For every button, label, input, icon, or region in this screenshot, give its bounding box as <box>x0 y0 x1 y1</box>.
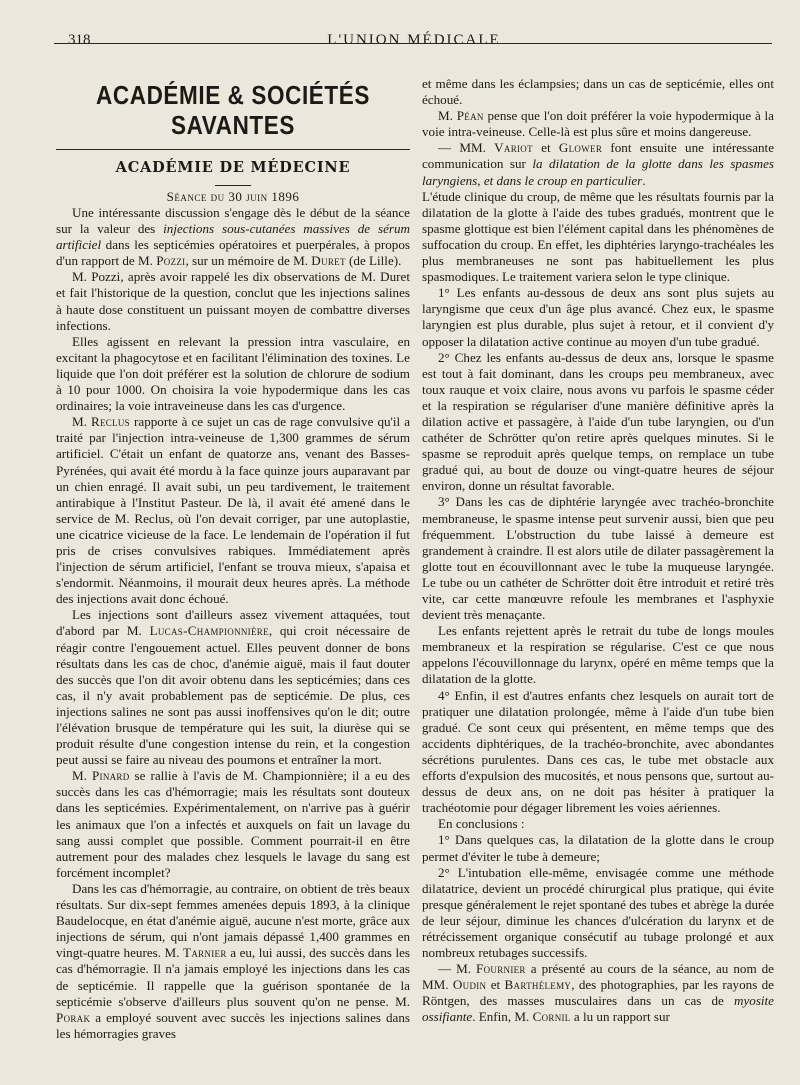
right-column <box>422 76 774 1026</box>
section-title: ACADÉMIE & SOCIÉTÉS SAVANTES <box>96 81 370 140</box>
paragraph-point-2: 2° Chez les enfants au-dessus de deux ans, lorsque le spasme est tout à fait dominant, dans les croups peu membraneux, avec toux rauque et voix claire, nous avons vu parfois le spasme céder et la respiration se régulariser d'une manière définitive après la dilation active et passagère, à l'aide d'un tube laryngien, ou d'un cathéter de Schrötter qu'on retire après quelques minutes. Si le spasme se reproduit après quelque temps, on remplace un tube gradué qui, au bout de douze ou vingt-quatre heures de séjour environ, donne un résultat favorable. <box>422 349 774 494</box>
paragraph-membranes: Les enfants rejettent après le retrait du tube de longs moules membraneux et la respiration se régularise. C'est ce que nous appelons l'écouvillonnage du larynx, opéré en même temps que la dilatation de la glotte. <box>422 623 774 687</box>
text-columns <box>56 64 775 1085</box>
paragraph-fournier: — M. Fournier a présenté au cours de la séance, au nom de MM. Oudin et Barthélemy, des photographies, par les rayons de Röntgen, des masses musculaires dans un cas de myosite ossifiante. Enfin, M. Cornil a lu un rapport sur <box>422 961 774 1025</box>
paragraph-pozzi: M. Pozzi, après avoir rappelé les dix observations de M. Duret et fait l'historique de la question, conclut que les injections salines à haute dose constituent un puissant moyen de combattre diverses infections. <box>56 269 410 333</box>
title-divider <box>215 185 251 186</box>
page-number: 318 <box>68 32 91 48</box>
paragraph-lucas-championniere: Les injections sont d'ailleurs assez vivement attaquées, tout d'abord par M. Lucas-Championnière, qui croit nécessaire de réagir contre l'engouement actuel. Elles peuvent donner de bons résultats dans les cas de choc, d'anémie aiguë, mais il faut douter des succès que l'on dit avoir obtenu dans les septicémies; dans ces cas, il n'y avait probablement pas de septicémie. De plus, ces injections salines ne sont pas aussi inoffensives qu'on le dit; outre l'élévation brusque de température qui les suit, la diurèse qui se produit résulte d'une congestion intense du rein, et la congestion peut aussi se faire au niveau des poumons et entraîner la mort. <box>56 607 410 768</box>
session-date: Séance du 30 juin 1896 <box>166 189 300 204</box>
paragraph-point-4: 4° Enfin, il est d'autres enfants chez lesquels on aurait tort de pratiquer une dilatation prolongée, même à l'aide d'un tube bien gradué. Ce sont ceux qui présentent, en même temps que des accidents diphtériques, de la trachéo-bronchite, avec abondantes sécrétions purulentes. Dans ces cas, le tube met obstacle aux efforts d'expulsion des mucosités, et nous pensons que, surtout au-dessus de deux ans, on ne doit pas hésiter à pratiquer la trachéotomie pour dégager librement les voies aériennes. <box>422 687 774 816</box>
paragraph-conclusion-2: 2° L'intubation elle-même, envisagée comme une méthode dilatatrice, devient un procédé chirurgical plus pratique, qui évite presque généralement le rejet spontané des tubes et abrège la durée de leur séjour, diminue les chances d'ulcération du larynx et de rétrécissement organique consécutif au tubage prolongé et aux nombreux retubages successifs. <box>422 864 774 961</box>
paragraph-point-1: 1° Les enfants au-dessous de deux ans sont plus sujets au laryngisme que ceux d'un âge plus avancé. Chez eux, le spasme laryngien est plus durable, plus sujet à retour, et il convient d'y opposer la dilatation active continue au moyen d'un tube gradué. <box>422 285 774 349</box>
running-head <box>50 26 778 48</box>
section-rule <box>56 149 410 150</box>
paragraph-pinard: M. Pinard se rallie à l'avis de M. Championnière; il a eu des succès dans les cas d'hémorragie; mais les résultats sont douteux dans les septicémies. Expérimentalement, on n'arrive pas à guérir les animaux que l'on a infectés et auxquels on fait un lavage du sang aussi complet que possible. Comment pourrait-il en être autrement pour des malades chez lesquels le lavage du sang est forcément incomplet? <box>56 768 410 880</box>
paragraph-variot-glower: — MM. Variot et Glower font ensuite une intéressante communication sur la dilatation de la glotte dans les spasmes laryngiens, et dans le croup en particulier. <box>422 140 775 188</box>
paragraph-reclus: M. Reclus rapporte à ce sujet un cas de rage convulsive qu'il a traité par l'injection intra-veineuse de 1,300 grammes de sérum artificiel. C'était un enfant de quatorze ans, venant des Basses-Pyrénées, qui avait été mordu à la face quinze jours auparavant par un chien enragé. Il avait subi, un peu tardivement, le traitement antirabique à l'Institut Pasteur. De là, il avait été amené dans le service de M. Reclus, où l'on devait corriger, par une autoplastie, une cicatrice vicieuse de la face. Le lendemain de l'opération il fut pris de crises convulsives rabiques. Immédiatement après l'injection de sérum artificiel, l'enfant se trouva mieux, s'apaisa et s'endormit. Néanmoins, il mourait deux heures après. La méthode des injections avait donc échoué. <box>56 414 411 607</box>
subsection-title: ACADÉMIE DE MÉDECINE <box>115 159 351 176</box>
paragraph-conclusion-1: 1° Dans quelques cas, la dilatation de la glotte dans le croup permet d'éviter le tube à demeure; <box>422 832 774 864</box>
paragraph-continuation: et même dans les éclampsies; dans un cas de septicémie, elles ont échoué. <box>422 76 774 108</box>
paragraph-saline-action: Elles agissent en relevant la pression intra vasculaire, en excitant la phagocytose et en facilitant l'élimination des toxines. Le liquide que l'on doit préférer est la solution de chlorure de sodium à 10 pour 1000. On choisira la voie hypodermique dans les cas ordinaires; la voie intraveineuse dans les cas d'urgence. <box>56 333 410 414</box>
paragraph-intro: Une intéressante discussion s'engage dès le début de la séance sur la valeur des injections sous-cutanées massives de sérum artificiel dans les septicémies opératoires et puerpérales, à propos d'un rapport de M. Pozzi, sur un mémoire de M. Duret (de Lille). <box>56 205 410 269</box>
paragraph-conclusions-heading: En conclusions : <box>438 816 525 832</box>
journal-title: L'UNION MÉDICALE <box>327 32 501 48</box>
header-rule <box>54 43 772 44</box>
paragraph-pean: M. Péan pense que l'on doit préférer la voie hypodermique à la voie intra-veineuse. Celle-là est plus sûre et moins dangereuse. <box>422 108 774 140</box>
left-column <box>56 64 410 1042</box>
paragraph-croup-study: L'étude clinique du croup, de même que les résultats fournis par la dilatation de la glotte à l'aide des tubes gradués, montrent que le spasme glottique est bien l'élément capital dans les phénomènes de suffocation du croup. En effet, les diphtéries laryngo-trachéales les plus membraneuses ne sont pas habituellement les plus spasmodiques. Le traitement variera selon le type clinique. <box>422 188 774 285</box>
paragraph-hemorrhage: Dans les cas d'hémorragie, au contraire, on obtient de très beaux résultats. Sur dix-sept femmes amenées depuis 1893, à la clinique Baudelocque, en état d'anémie aiguë, aucune n'est morte, grâce aux injections de sérum, qui n'ont jamais dépassé 1,400 grammes en vingt-quatre heures. M. Tarnier a eu, lui aussi, des succès dans les cas d'hémorragie. Il n'a jamais employé les injections dans les cas de septicémie. Il rappelle que la guérison spontanée de la septicémie s'observe d'ailleurs plus souvent qu'on ne pense. M. Porak a employé souvent avec succès les injections salines dans les hémorragies graves <box>56 880 410 1041</box>
paragraph-point-3: 3° Dans les cas de diphtérie laryngée avec trachéo-bronchite membraneuse, le spasme intense peut survenir aussi, bien que peu fréquemment. L'obstruction du tube laissé à demeure est grandement à craindre. Il est alors utile de dilater passagèrement la glotte tout en écouvillonnant avec le tube la muqueuse laryngée. Le tube ou un cathéter de Schrötter doit être introduit et retiré très vite, car cette manœuvre refoule les membranes et l'asphyxie devient très menaçante. <box>422 494 774 623</box>
